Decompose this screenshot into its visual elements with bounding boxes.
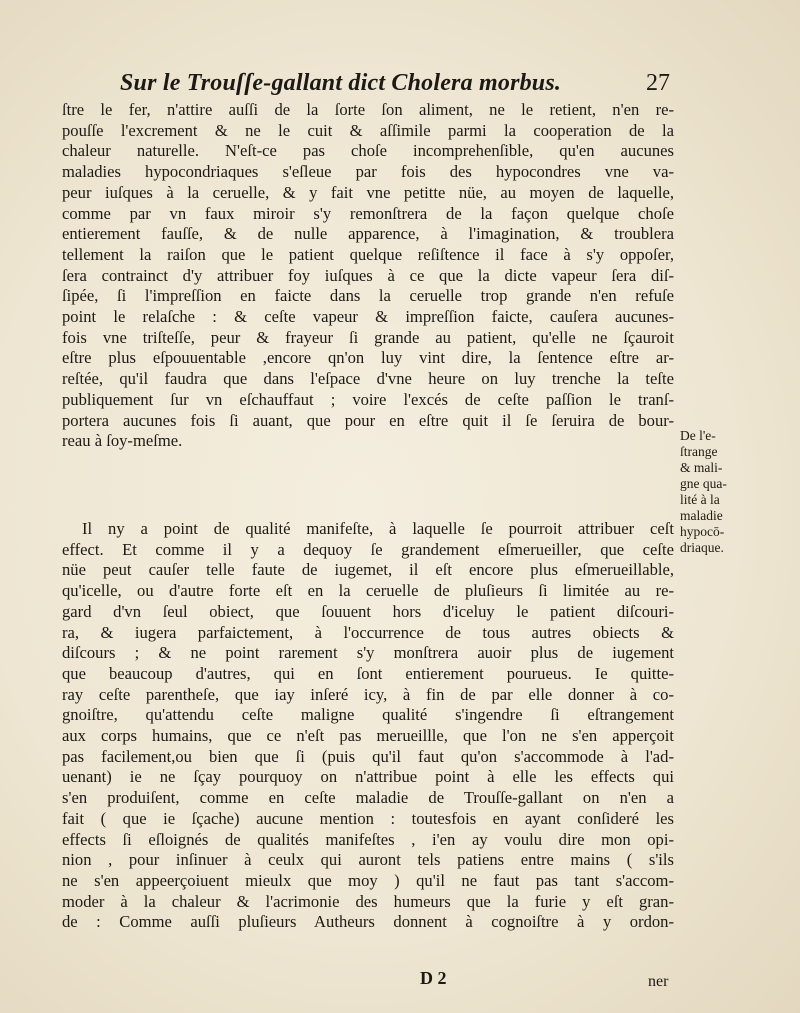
text-line: effect. Et comme il y a dequoy ſe grandement eſmerueiller, que ceſte xyxy=(62,539,674,559)
text-line: effects ſi eſloignés de qualités manifeſtes , i'en ay voulu dire mon opi- xyxy=(62,829,674,849)
text-line: gnoiſtre, qu'attendu ceſte maligne qualité s'ingendre ſi eſtrangement xyxy=(62,705,674,725)
text-line: uenant) ie ne ſçay pourquoy on n'attribue point à elle les effects qui xyxy=(62,767,674,787)
text-line: ſtre le fer, n'attire auſſi de la ſorte ſon aliment, ne le retient, n'en re- xyxy=(62,100,674,119)
text-line: maladies hypocondriaques s'eſleue par fois des hypocondres vne va- xyxy=(62,162,674,182)
text-line: ne s'en appeerçoiuent mieulx que moy ) qu'il ne faut pas tant s'accom- xyxy=(62,870,674,890)
text-line: aux corps humains, que ce n'eſt pas merueillle, que l'on ne s'en apperçoit xyxy=(62,726,674,746)
text-line: nion , pour inſinuer à ceulx qui auront tels patiens entre mains ( s'ils xyxy=(62,850,674,870)
margin-note-line: hypocō- xyxy=(680,524,725,539)
paragraph-1 xyxy=(62,100,674,452)
text-line: publiquement ſur vn eſchauffaut ; voire l'excés de ceſte paſſion le tranſ- xyxy=(62,389,674,409)
text-line: chaleur naturelle. N'eſt-ce pas choſe incomprehenſible, qu'en aucunes xyxy=(62,141,674,161)
text-line: ſipée, ſi l'impreſſion en faicte dans la ceruelle trop grande n'en refuſe xyxy=(62,286,674,306)
text-line: diſcours ; & ne point rarement s'y monſtrera auoir plus de iugement xyxy=(62,643,674,663)
margin-note-line: gne qua- xyxy=(680,476,727,491)
text-line: qu'icelle, ou d'autre forte eſt en la ceruelle de pluſieurs ſi limitée au re- xyxy=(62,581,674,601)
margin-note xyxy=(680,428,762,556)
text-line: que beaucoup d'autres, qui en ſont entierement pourueus. Ie quitte- xyxy=(62,663,674,683)
text-line: peur iuſques à la ceruelle, & y fait vne petitte nüe, au moyen de laquelle, xyxy=(62,182,674,202)
margin-note-line: & mali- xyxy=(680,460,723,475)
text-line: eſtre plus eſpouuentable ,encore qn'on luy vint dire, la ſentence eſtre ar- xyxy=(62,348,674,368)
catchword: ner xyxy=(648,973,669,990)
page-number: 27 xyxy=(646,70,670,96)
margin-note-line: driaque. xyxy=(680,540,724,555)
margin-note-line: ſtrange xyxy=(680,444,718,459)
text-line: Il ny a point de qualité manifeſte, à laquelle ſe pourroit attribuer ceſt xyxy=(82,519,674,538)
running-title: Sur le Trouſſe-gallant dict Cholera morbus. xyxy=(120,70,562,96)
margin-note-line: maladie xyxy=(680,508,723,523)
text-line: pas facilement,ou bien que ſi (puis qu'il faut qu'on s'accommode à l'ad- xyxy=(62,746,674,766)
text-line: ray ceſte parentheſe, que iay inſeré icy, à fin de par elle donner à co- xyxy=(62,684,674,704)
text-line: entierement fauſſe, & de nulle apparence, à l'imagination, & troublera xyxy=(62,224,674,244)
text-line: ſera contrainct d'y attribuer foy iuſques à ce que la dicte vapeur ſera diſ- xyxy=(62,265,674,285)
signature-mark: D 2 xyxy=(420,968,447,988)
margin-note-line: lité à la xyxy=(680,492,720,507)
text-line: comme par vn faux miroir s'y remonſtrera de la façon quelque choſe xyxy=(62,203,674,223)
text-line: fait ( que ie ſçache) aucune mention : toutesfois en ayant conſideré les xyxy=(62,808,674,828)
text-line: portera aucunes fois ſi auant, que pour en eſtre quit il ſe ſeruira de bour- xyxy=(62,410,674,430)
text-line: moder à la chaleur & l'acrimonie des humeurs que la furie y eſt gran- xyxy=(62,891,674,911)
margin-note-line: De l'e- xyxy=(680,428,716,443)
text-line: reſtée, qu'il faudra que dans l'eſpace d'vne heure on luy trenche la teſte xyxy=(62,369,674,389)
text-line: de : Comme auſſi pluſieurs Autheurs donnent à cognoiſtre à y ordon- xyxy=(62,912,674,932)
paragraph-2 xyxy=(62,519,674,933)
text-line: gard d'vn ſeul obiect, que ſouuent hors d'iceluy le patient diſcouri- xyxy=(62,601,674,621)
text-line: reau à ſoy-meſme. xyxy=(62,431,183,451)
running-head xyxy=(120,70,680,102)
text-line: s'en produiſent, comme en ceſte maladie de Trouſſe-gallant on n'en a xyxy=(62,788,674,808)
text-line: ra, & iugera parfaictement, à l'occurrence de tous autres obiects & xyxy=(62,622,674,642)
text-line: fois vne triſteſſe, peur & frayeur ſi grande au patient, qu'elle ne ſçauroit xyxy=(62,327,674,347)
text-line: pouſſe l'excrement & ne le cuit & aſſimile parmi la cooperation de la xyxy=(62,120,674,140)
text-line: nüe peut cauſer telle faute de iugemet, il eſt encore plus eſmerueillable, xyxy=(62,560,674,580)
text-line: point le relaſche : & ceſte vapeur & impreſſion faicte, cauſera aucunes- xyxy=(62,307,674,327)
text-line: tellement la raiſon que le patient quelque reſiſtence il face à s'y oppoſer, xyxy=(62,244,674,264)
